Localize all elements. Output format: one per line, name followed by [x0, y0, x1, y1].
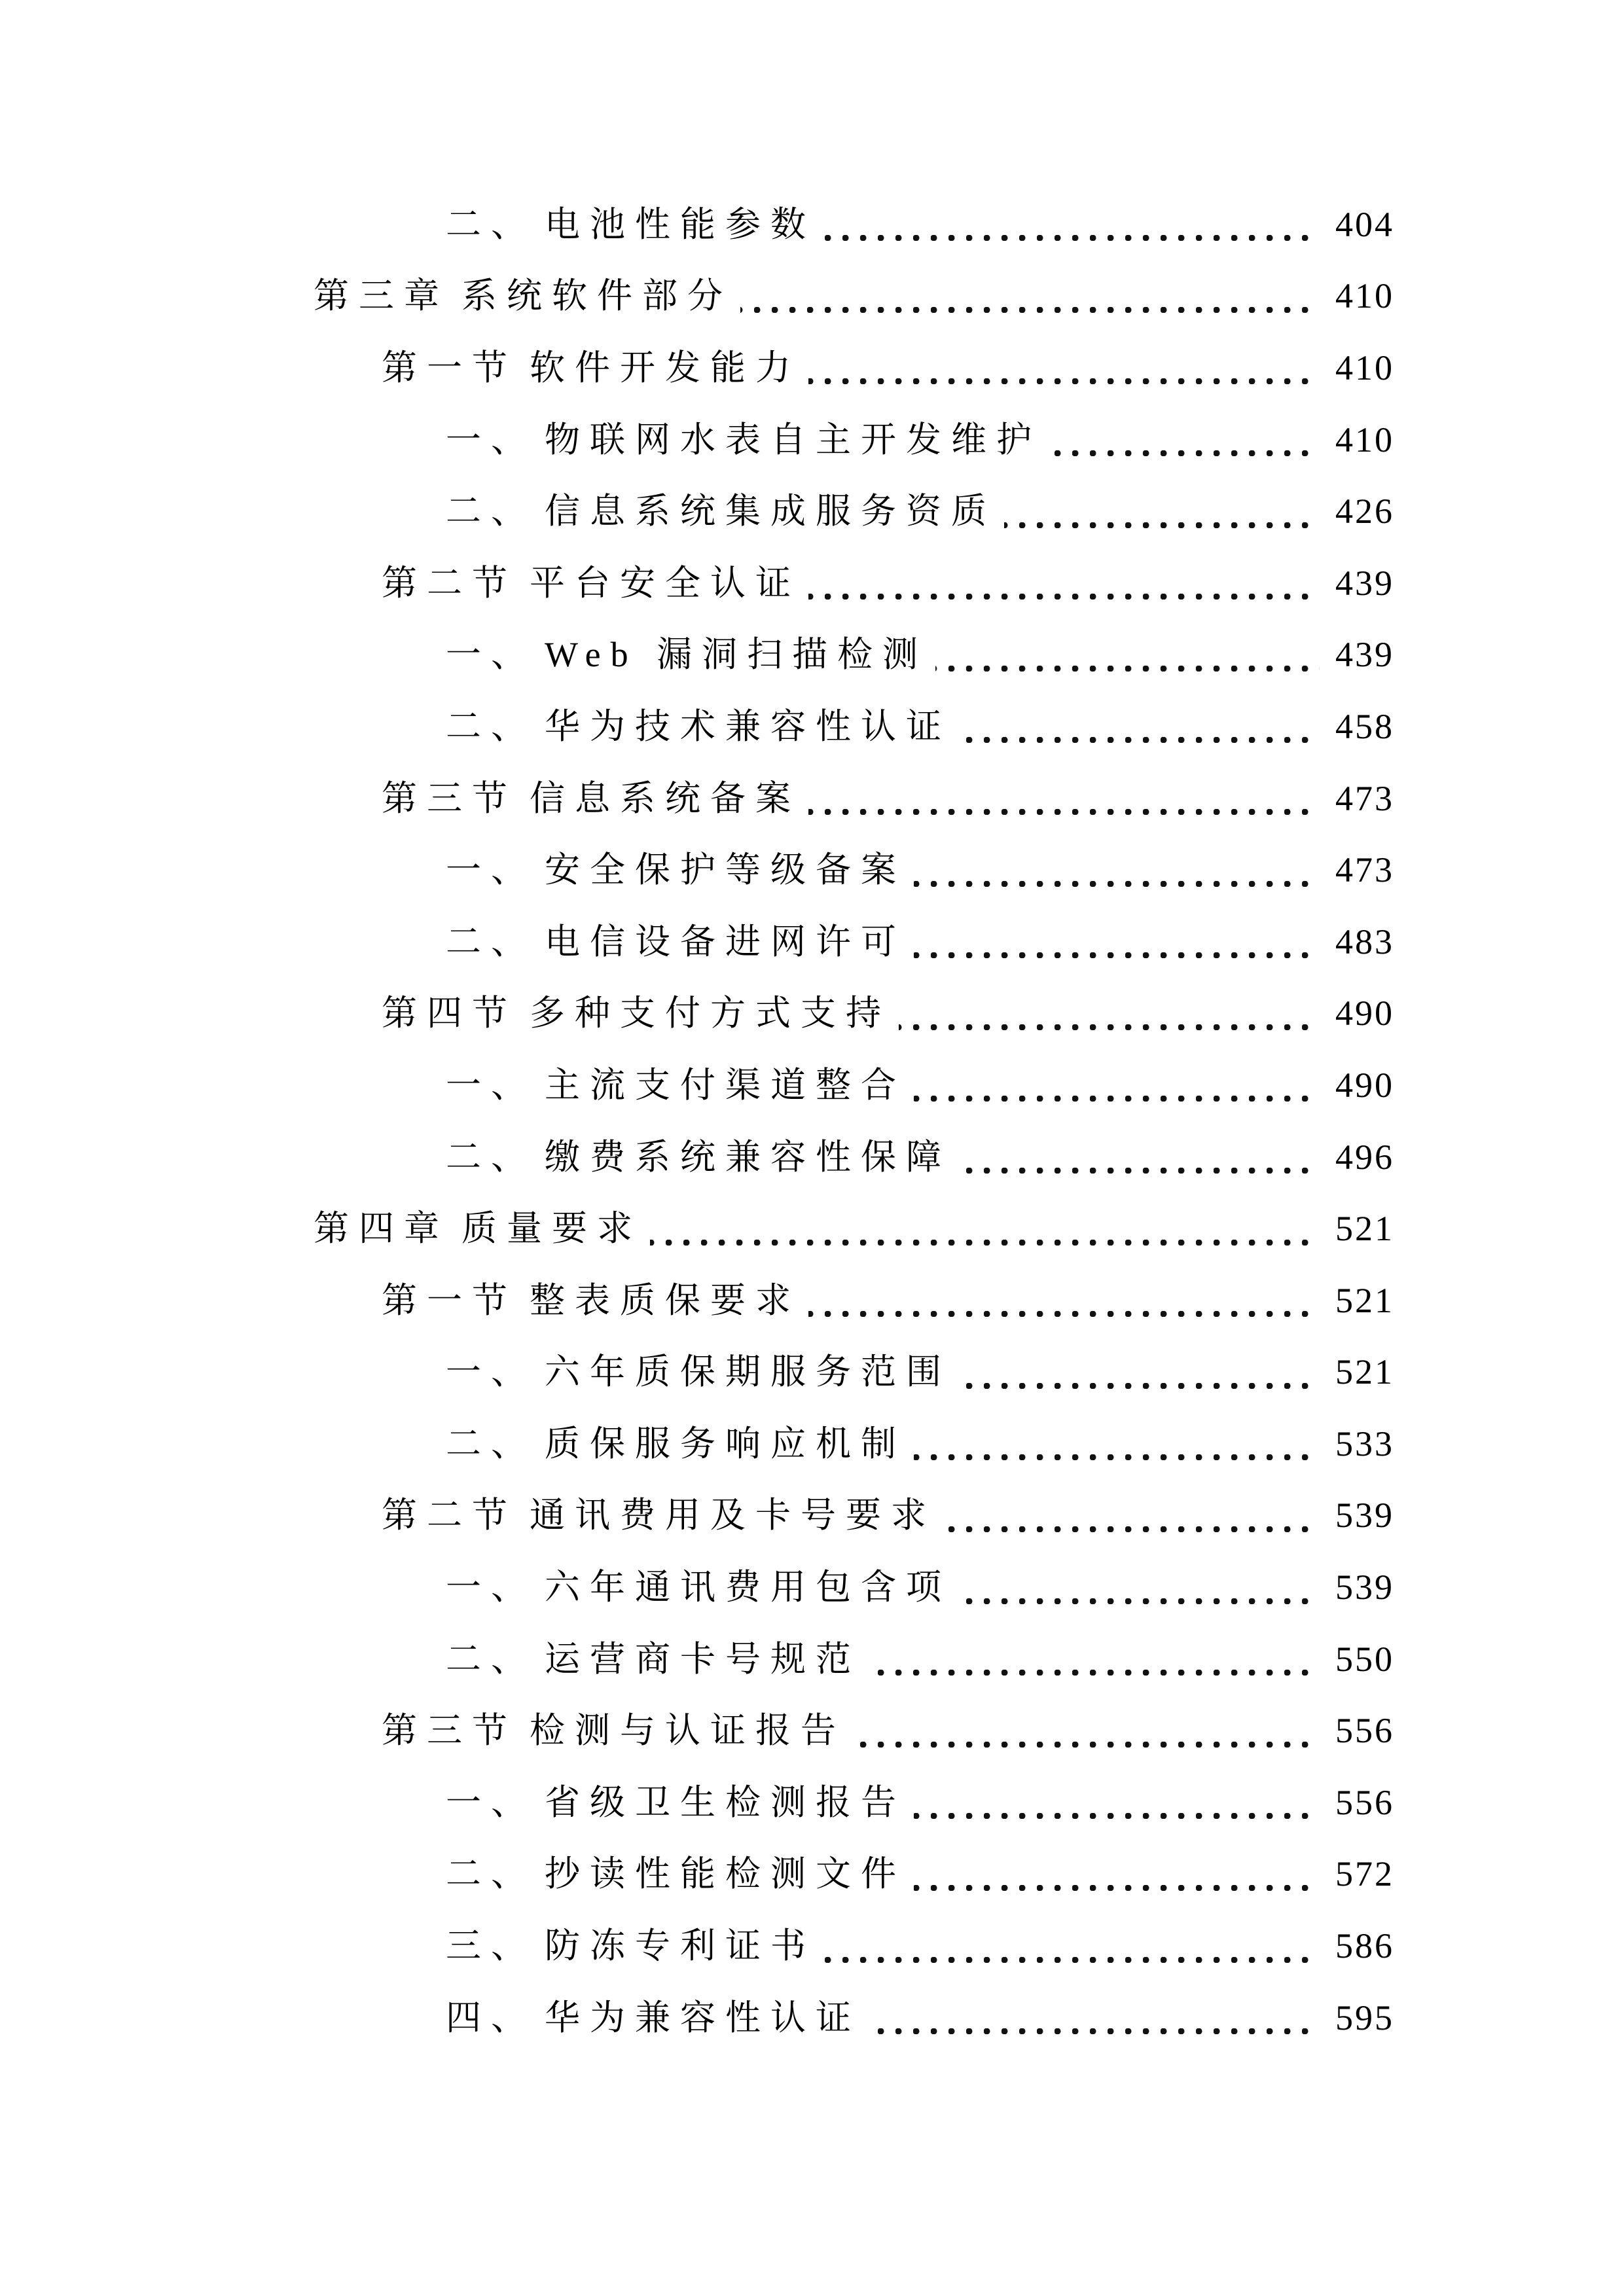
- toc-entry-label: 一、: [446, 420, 536, 459]
- toc-entry-title: 省级卫生检测报告: [545, 1782, 906, 1822]
- toc-entry-title: 华为兼容性认证: [545, 1998, 861, 2037]
- toc-entry: [314, 834, 1394, 906]
- toc-entry-label: 第一节: [382, 1280, 517, 1320]
- toc-entry-title: 信息系统备案: [530, 778, 801, 818]
- toc-entry-label: 二、: [446, 492, 536, 531]
- toc-entry-page-number: 410: [1335, 348, 1394, 387]
- toc-entry-page-number: 439: [1335, 563, 1394, 603]
- toc-entry-label: 一、: [446, 1065, 536, 1105]
- toc-entry-page-number: 473: [1335, 778, 1394, 818]
- toc-entry-page-number: 496: [1335, 1137, 1394, 1177]
- dot-leader: [914, 952, 1320, 958]
- dot-leader: [823, 1957, 1320, 1963]
- toc-entry-page-number: 595: [1335, 1998, 1394, 2037]
- toc-entry: [314, 332, 1394, 404]
- toc-entry-title: Web 漏洞扫描检测: [545, 635, 928, 675]
- toc-entry-title: 系统软件部分: [461, 276, 732, 316]
- dot-leader: [740, 307, 1320, 313]
- toc-entry-label: 一、: [446, 1352, 536, 1392]
- dot-leader: [899, 1024, 1320, 1030]
- toc-entry-label: 二、: [446, 1639, 536, 1679]
- dot-leader: [914, 1096, 1320, 1102]
- toc-entry-label: 二、: [446, 1137, 536, 1177]
- toc-entry-page-number: 556: [1335, 1711, 1394, 1751]
- toc-entry-page-number: 458: [1335, 706, 1394, 746]
- toc-entry-title: 检测与认证报告: [530, 1711, 846, 1751]
- toc-entry-page-number: 410: [1335, 420, 1394, 459]
- toc-entry-label: 四、: [446, 1998, 536, 2037]
- toc-entry-title: 防冻专利证书: [545, 1926, 816, 1966]
- toc-entry-title: 平台安全认证: [530, 563, 801, 603]
- dot-leader: [869, 2028, 1320, 2034]
- toc-entry-label: 一、: [446, 1782, 536, 1822]
- dot-leader: [944, 1526, 1320, 1532]
- toc-entry-title: 质保服务响应机制: [545, 1424, 906, 1463]
- toc-entry-title: 主流支付渠道整合: [545, 1065, 906, 1105]
- toc-entry-page-number: 426: [1335, 492, 1394, 531]
- toc-entry: [314, 260, 1394, 332]
- dot-leader: [914, 1813, 1320, 1819]
- toc-entry: [314, 188, 1394, 260]
- toc-entry: [314, 1910, 1394, 1982]
- toc-entry: [314, 1049, 1394, 1121]
- toc-entry-label: 二、: [446, 1854, 536, 1894]
- toc-entry-title: 电池性能参数: [545, 204, 816, 244]
- toc-entry-page-number: 539: [1335, 1568, 1394, 1607]
- toc-entry-label: 第四节: [382, 994, 517, 1033]
- dot-leader: [650, 1240, 1320, 1246]
- toc-entry-title: 六年通讯费用包含项: [545, 1568, 951, 1607]
- toc-entry-label: 二、: [446, 1424, 536, 1463]
- toc-entry-title: 抄读性能检测文件: [545, 1854, 906, 1894]
- toc-entry-page-number: 586: [1335, 1926, 1394, 1966]
- toc-entry-title: 整表质保要求: [530, 1280, 801, 1320]
- dot-leader: [935, 666, 1320, 672]
- toc-entry: [314, 547, 1394, 619]
- dot-leader: [854, 1742, 1320, 1748]
- toc-entry-page-number: 439: [1335, 635, 1394, 675]
- toc-entry-page-number: 521: [1335, 1209, 1394, 1249]
- toc-entry-title: 信息系统集成服务资质: [545, 492, 996, 531]
- toc-entry-label: 三、: [446, 1926, 536, 1966]
- toc-entry-label: 第三节: [382, 1711, 517, 1751]
- toc-entry-label: 第一节: [382, 348, 517, 387]
- toc-entry-page-number: 533: [1335, 1424, 1394, 1463]
- toc-entry-title: 通讯费用及卡号要求: [530, 1496, 936, 1535]
- table-of-contents: [314, 188, 1394, 2053]
- dot-leader: [808, 809, 1320, 815]
- dot-leader: [959, 1383, 1320, 1389]
- toc-entry-title: 电信设备进网许可: [545, 922, 906, 961]
- toc-entry-title: 六年质保期服务范围: [545, 1352, 951, 1392]
- toc-entry-page-number: 521: [1335, 1280, 1394, 1320]
- toc-entry: [314, 1336, 1394, 1408]
- toc-entry: [314, 1551, 1394, 1623]
- toc-entry-page-number: 490: [1335, 994, 1394, 1033]
- toc-entry-title: 运营商卡号规范: [545, 1639, 861, 1679]
- toc-entry-label: 第三节: [382, 778, 517, 818]
- toc-entry-label: 第二节: [382, 1496, 517, 1535]
- toc-entry-page-number: 572: [1335, 1854, 1394, 1894]
- dot-leader: [959, 737, 1320, 743]
- toc-entry: [314, 404, 1394, 476]
- toc-entry: [314, 1480, 1394, 1552]
- dot-leader: [808, 1311, 1320, 1317]
- dot-leader: [959, 1598, 1320, 1604]
- toc-entry-label: 一、: [446, 1568, 536, 1607]
- dot-leader: [914, 1885, 1320, 1891]
- dot-leader: [914, 881, 1320, 887]
- toc-entry: [314, 1767, 1394, 1839]
- dot-leader: [808, 378, 1320, 384]
- toc-entry-page-number: 556: [1335, 1782, 1394, 1822]
- toc-entry-label: 二、: [446, 922, 536, 961]
- toc-entry-label: 第四章: [314, 1209, 449, 1249]
- toc-entry-page-number: 539: [1335, 1496, 1394, 1535]
- dot-leader: [1004, 522, 1320, 528]
- dot-leader: [1049, 450, 1320, 456]
- toc-entry: [314, 1408, 1394, 1480]
- toc-entry: [314, 1121, 1394, 1193]
- toc-entry: [314, 1193, 1394, 1265]
- toc-entry: [314, 475, 1394, 547]
- dot-leader: [869, 1670, 1320, 1676]
- toc-entry: [314, 762, 1394, 834]
- toc-entry-label: 一、: [446, 850, 536, 890]
- toc-entry: [314, 1695, 1394, 1767]
- toc-entry-title: 软件开发能力: [530, 348, 801, 387]
- dot-leader: [914, 1454, 1320, 1460]
- toc-entry: [314, 1839, 1394, 1910]
- toc-entry: [314, 691, 1394, 762]
- toc-entry: [314, 1623, 1394, 1695]
- toc-entry-page-number: 410: [1335, 276, 1394, 316]
- toc-entry: [314, 978, 1394, 1050]
- toc-entry: [314, 1265, 1394, 1336]
- dot-leader: [959, 1168, 1320, 1174]
- toc-entry-label: 一、: [446, 635, 536, 675]
- toc-entry-title: 物联网水表自主开发维护: [545, 420, 1041, 459]
- toc-entry-page-number: 483: [1335, 922, 1394, 961]
- toc-entry: [314, 1982, 1394, 2054]
- toc-entry-title: 缴费系统兼容性保障: [545, 1137, 951, 1177]
- toc-entry: [314, 619, 1394, 691]
- toc-entry-page-number: 404: [1335, 204, 1394, 244]
- toc-entry: [314, 906, 1394, 978]
- toc-entry-label: 第三章: [314, 276, 449, 316]
- dot-leader: [823, 235, 1320, 241]
- toc-entry-label: 二、: [446, 706, 536, 746]
- toc-entry-page-number: 550: [1335, 1639, 1394, 1679]
- toc-entry-page-number: 490: [1335, 1065, 1394, 1105]
- toc-entry-page-number: 473: [1335, 850, 1394, 890]
- toc-entry-label: 第二节: [382, 563, 517, 603]
- toc-entry-page-number: 521: [1335, 1352, 1394, 1392]
- toc-entry-title: 华为技术兼容性认证: [545, 706, 951, 746]
- dot-leader: [808, 594, 1320, 600]
- toc-entry-label: 二、: [446, 204, 536, 244]
- toc-entry-title: 安全保护等级备案: [545, 850, 906, 890]
- toc-entry-title: 质量要求: [461, 1209, 642, 1249]
- toc-entry-title: 多种支付方式支持: [530, 994, 891, 1033]
